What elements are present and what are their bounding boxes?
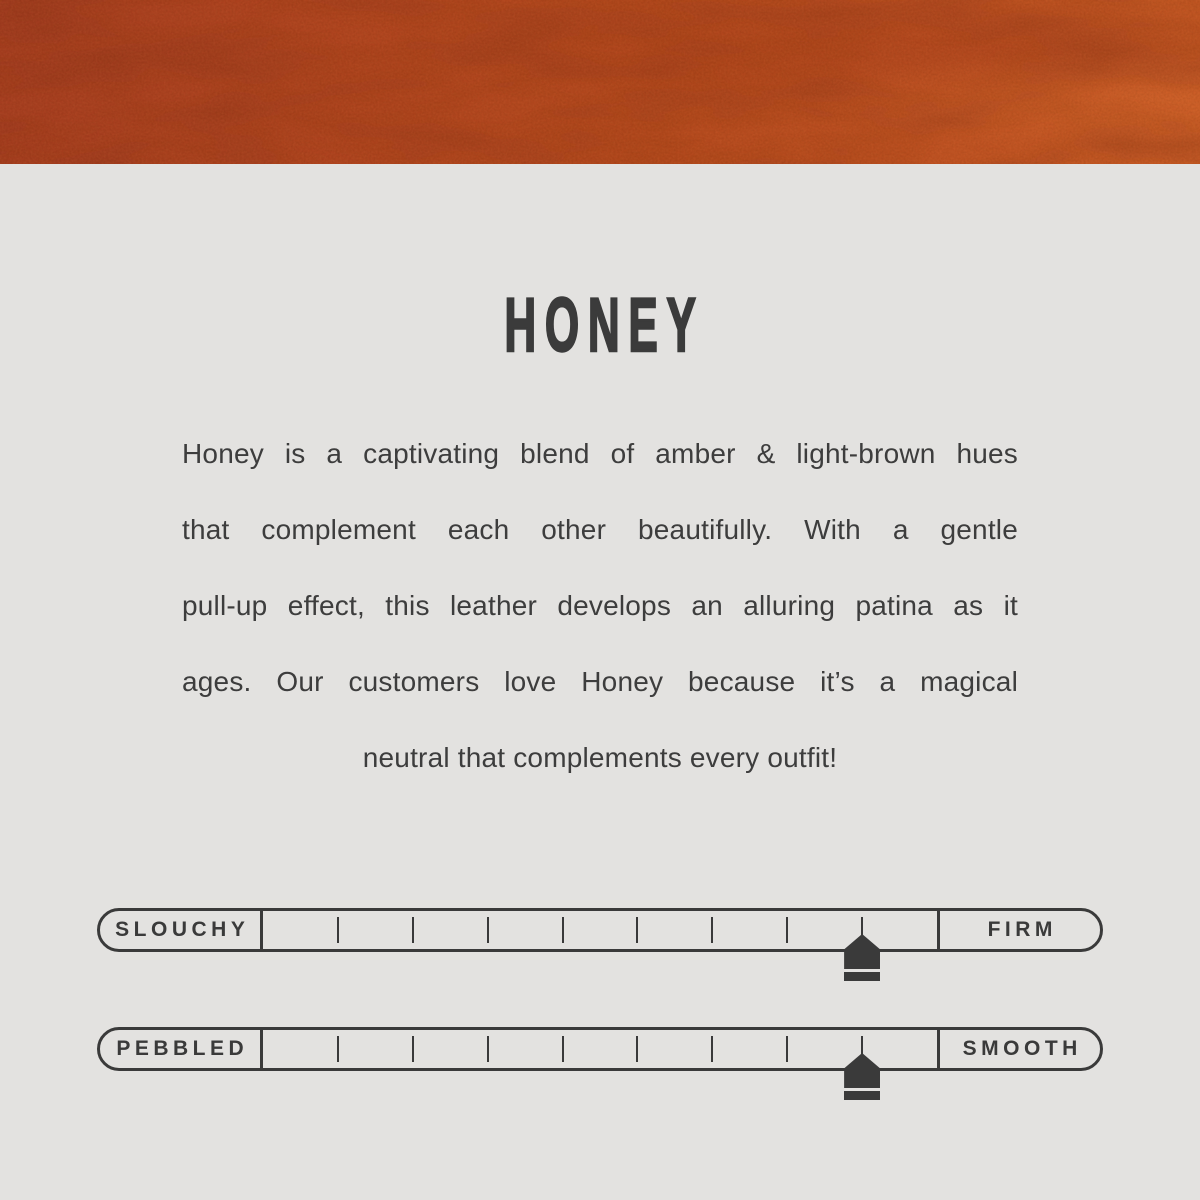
scale-tick: [562, 1036, 564, 1062]
scale-right-section: [937, 1030, 1100, 1068]
marker-base-bar: [844, 972, 880, 981]
scale-left-section: [100, 911, 263, 949]
scale-tick: [412, 917, 414, 943]
description-line: that complement each other beautifully. With a gentle: [182, 514, 1018, 545]
scale-marker-icon: [844, 1053, 880, 1100]
scale-tick: [487, 1036, 489, 1062]
slouchy-firm-scale: [97, 908, 1103, 952]
scale-tick: [711, 917, 713, 943]
description-line: Honey is a captivating blend of amber & light-brown hues: [182, 438, 1018, 469]
marker-base-bar: [844, 1091, 880, 1100]
description-line: neutral that complements every outfit!: [362, 742, 838, 773]
scale-tick: [636, 917, 638, 943]
color-description: [182, 416, 1018, 796]
scale-tick: [562, 917, 564, 943]
scale-marker-icon: [844, 934, 880, 981]
scale-left-section: [100, 1030, 263, 1068]
scale-right-section: [937, 911, 1100, 949]
scale-right-label: FIRM: [987, 918, 1057, 941]
scale-tick: [711, 1036, 713, 1062]
scale-track: [263, 911, 937, 949]
description-line: pull-up effect, this leather develops an alluring patina as it: [182, 590, 1018, 621]
scale-left-label: SLOUCHY: [115, 918, 250, 941]
scale-tick: [337, 1036, 339, 1062]
scale-tick: [636, 1036, 638, 1062]
pebbled-smooth-scale: [97, 1027, 1103, 1071]
scale-tick: [786, 1036, 788, 1062]
scale-tick: [337, 917, 339, 943]
scale-tick: [487, 917, 489, 943]
scale-right-label: SMOOTH: [962, 1037, 1082, 1060]
leather-texture-image: [0, 0, 1200, 164]
marker-arrow-head: [844, 1053, 880, 1088]
leather-swatch-banner: [0, 0, 1200, 164]
marker-arrow-head: [844, 934, 880, 969]
scale-left-label: PEBBLED: [116, 1037, 249, 1060]
description-line: ages. Our customers love Honey because it’s a magical: [182, 666, 1018, 697]
scale-tick: [412, 1036, 414, 1062]
scale-tick: [786, 917, 788, 943]
color-name-title: HONEY: [504, 283, 705, 368]
scale-track: [263, 1030, 937, 1068]
